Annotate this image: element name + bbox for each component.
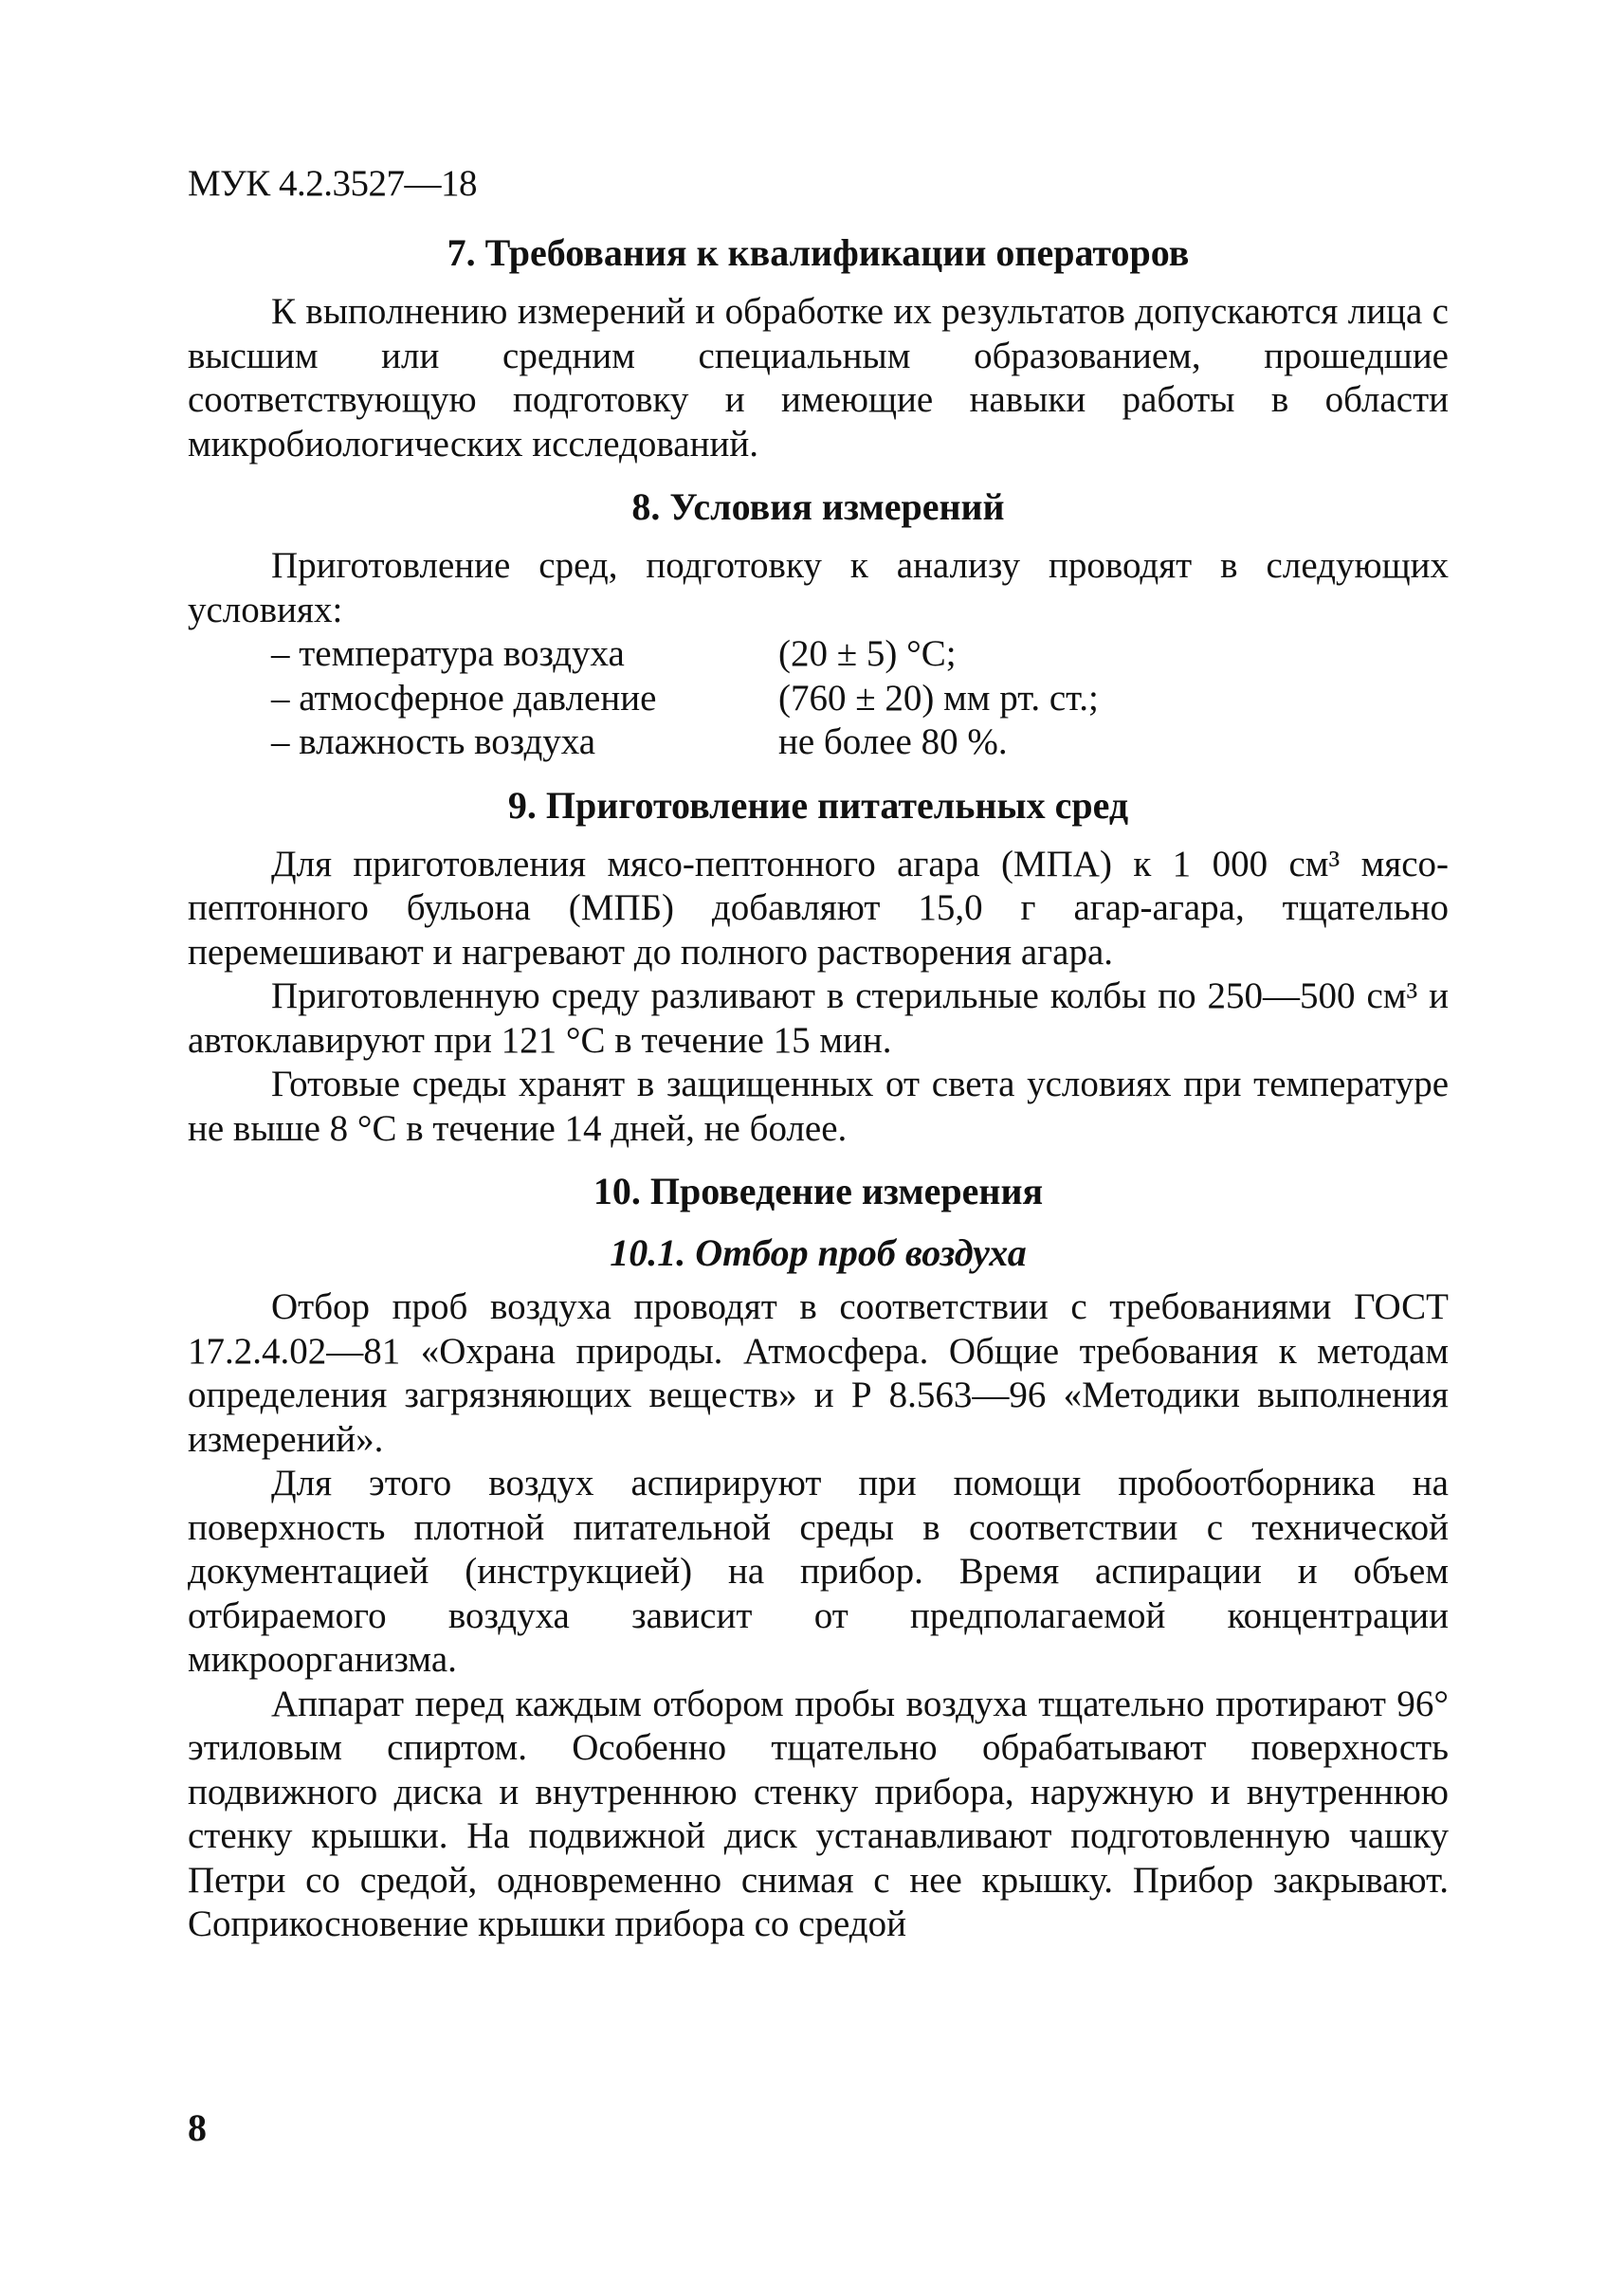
- section-10-paragraph-3: Аппарат перед каждым отбором пробы воздуха тщательно протирают 96° этиловым спиртом. Особенно тщательно обрабатывают поверхность подвижного диска и внутреннюю стенку прибора, наружную и внутреннюю стенку крышки. На подвижной диск устанавливают подготовленную чашку Петри со средой, одновременно снимая с нее крышку. Прибор закрывают. Соприкосновение крышки прибора со средой: [188, 1683, 1449, 1944]
- section-8-title: 8. Условия измерений: [631, 485, 1005, 528]
- subsection-10-1-title: 10.1. Отбор проб воздуха: [610, 1231, 1027, 1274]
- section-9-paragraph-1: Для приготовления мясо-пептонного агара (МПА) к 1 000 см³ мясо-пептонного бульона (МПБ) добавляют 15,0 г агар-агара, тщательно перемешивают и нагревают до полного растворения агара.: [188, 843, 1449, 973]
- section-7-paragraph: К выполнению измерений и обработке их результатов допускаются лица с высшим или средним специальным образованием, прошедшие соответствующую подготовку и имеющие навыки работы в области микробиологических исследований.: [188, 291, 1449, 464]
- condition-name: – атмосферное давление: [271, 677, 657, 719]
- section-10-title: 10. Проведение измерения: [593, 1170, 1044, 1212]
- section-8-paragraph: Приготовление сред, подготовку к анализу проводят в следующих условиях:: [188, 545, 1449, 630]
- section-9-paragraph-3: Готовые среды хранят в защищенных от света условиях при температуре не выше 8 °С в течение 14 дней, не более.: [188, 1064, 1449, 1149]
- section-9-paragraph-2: Приготовленную среду разливают в стерильные колбы по 250—500 см³ и автоклавируют при 121 °С в течение 15 мин.: [188, 975, 1449, 1061]
- page-number: 8: [188, 2106, 207, 2149]
- section-9-title: 9. Приготовление питательных сред: [507, 783, 1129, 827]
- condition-name: – влажность воздуха: [271, 721, 596, 762]
- condition-value: (760 ± 20) мм рт. ст.;: [778, 677, 1099, 719]
- document-code: МУК 4.2.3527—18: [188, 163, 478, 204]
- condition-value: (20 ± 5) °С;: [778, 633, 957, 674]
- conditions-list: [271, 632, 1449, 765]
- page-content: [188, 161, 1449, 1947]
- condition-name: – температура воздуха: [271, 633, 625, 674]
- condition-value: не более 80 %.: [778, 721, 1008, 762]
- section-10-paragraph-1: Отбор проб воздуха проводят в соответствии с требованиями ГОСТ 17.2.4.02—81 «Охрана природы. Атмосфера. Общие требования к методам определения загрязняющих веществ» и Р 8.563—96 «Методики выполнения измерений».: [188, 1286, 1449, 1460]
- section-10-paragraph-2: Для этого воздух аспирируют при помощи пробоотборника на поверхность плотной питательной среды в соответствии с технической документацией (инструкцией) на прибор. Время аспирации и объем отбираемого воздуха зависит от предполагаемой концентрации микроорганизма.: [188, 1463, 1449, 1680]
- section-7-title: 7. Требования к квалификации операторов: [447, 231, 1190, 274]
